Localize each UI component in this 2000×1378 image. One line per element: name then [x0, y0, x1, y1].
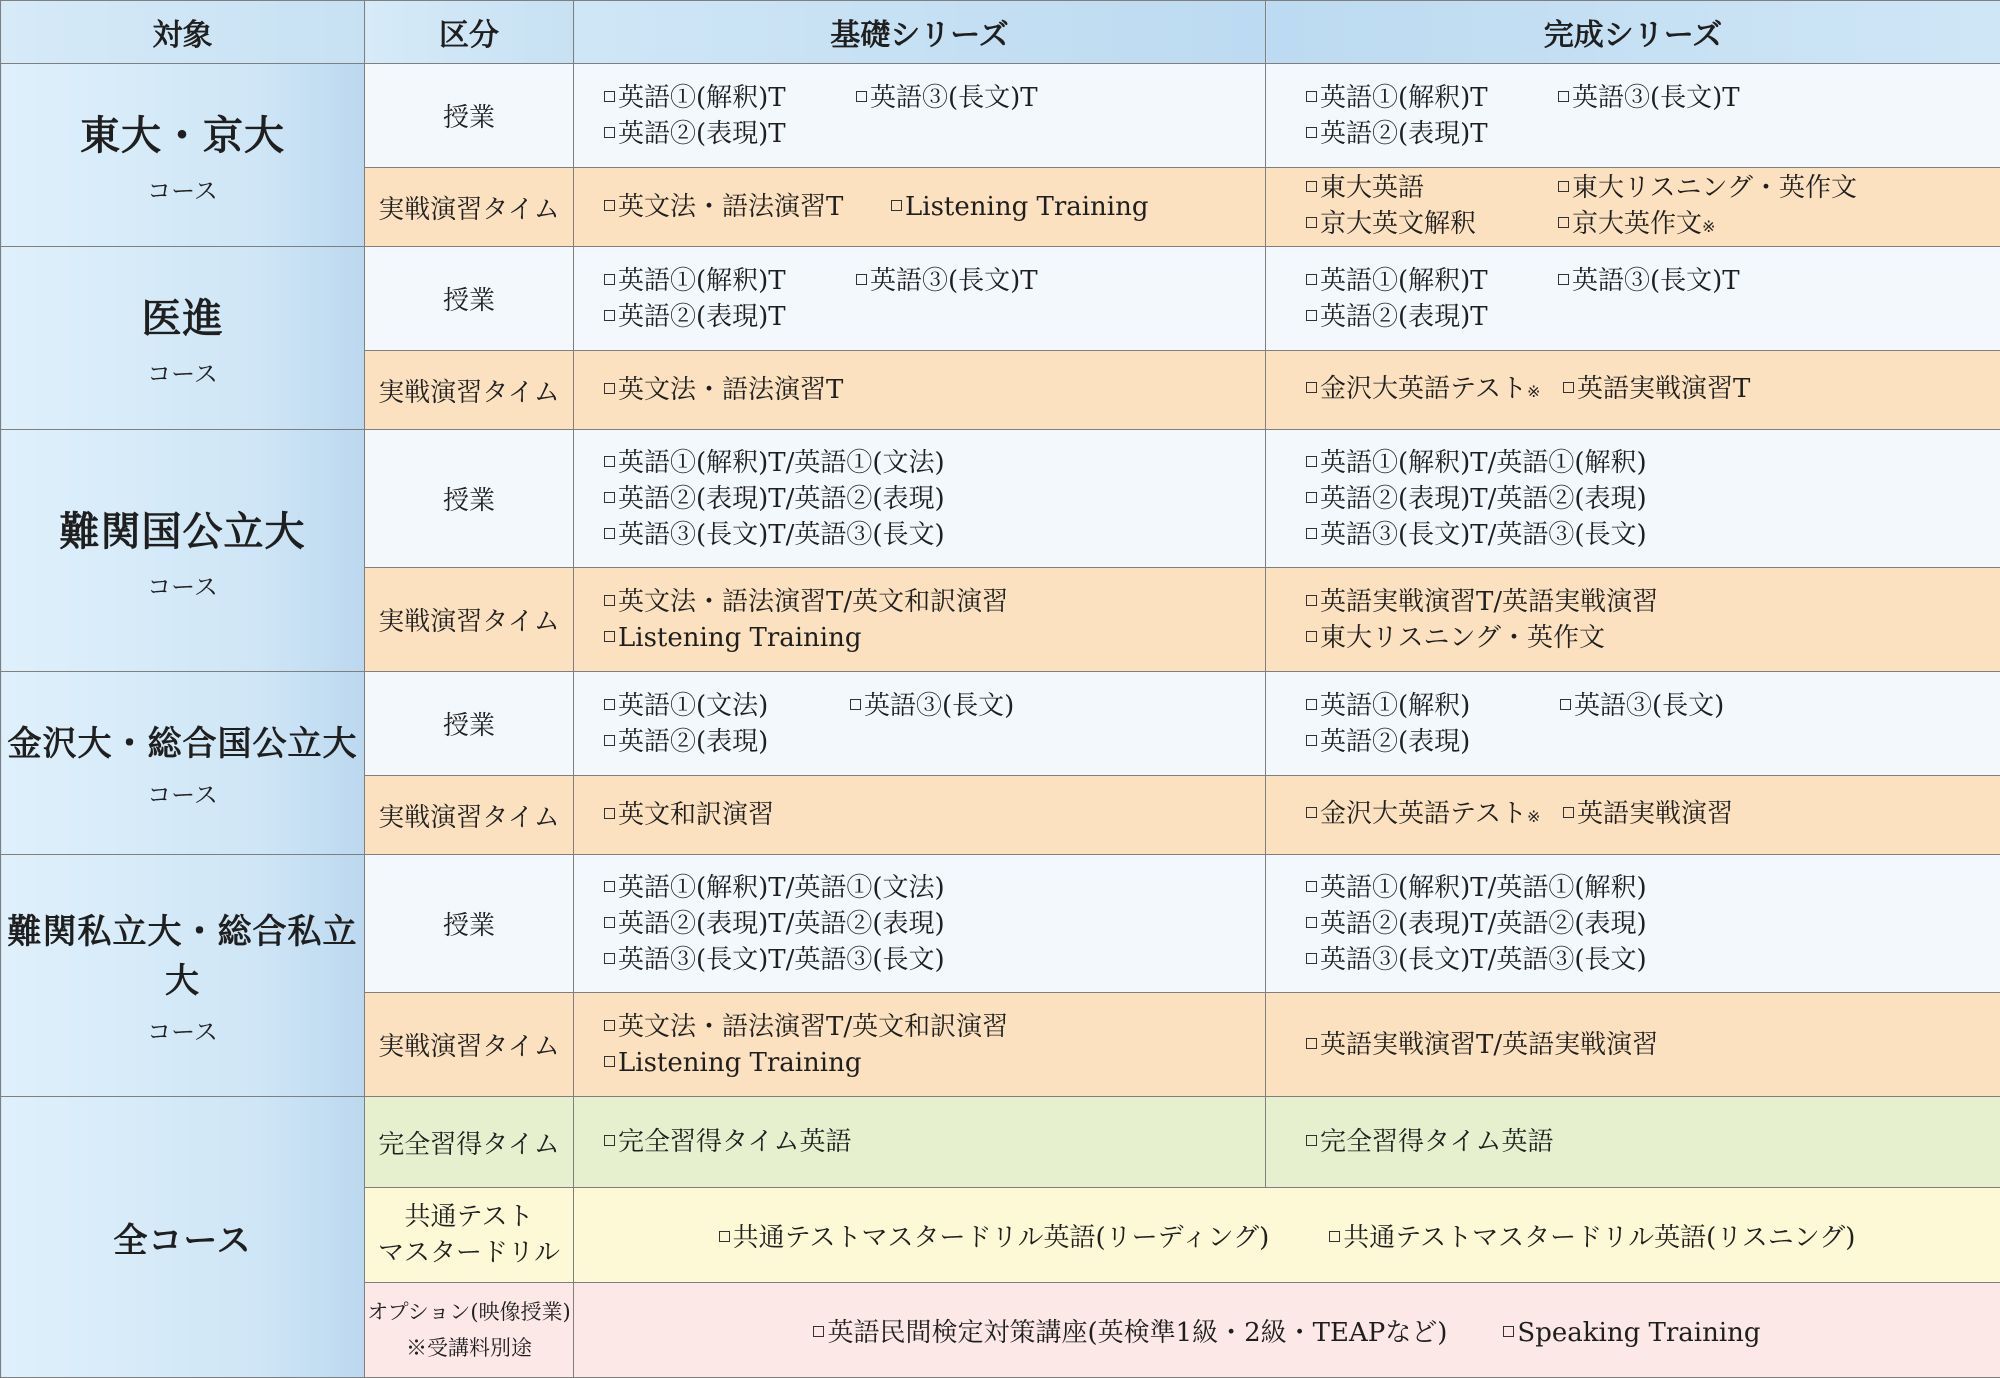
checkbox-icon	[1306, 217, 1317, 228]
list-item: Speaking Training	[1517, 1318, 1760, 1348]
list-item: 金沢大英語テスト	[1320, 799, 1527, 829]
checkbox-icon	[1306, 310, 1317, 321]
checkbox-icon	[1306, 274, 1317, 285]
checkbox-icon	[1558, 181, 1569, 192]
table-row	[1, 64, 2000, 168]
basic-class-cell	[574, 672, 1266, 776]
checkbox-icon	[604, 735, 615, 746]
course-name: 東大・京大	[1, 104, 364, 161]
complete-class-cell	[1266, 64, 2000, 168]
header-target: 対象	[1, 1, 365, 64]
list-item: Listening Training	[905, 192, 1149, 222]
checkbox-icon	[1306, 127, 1317, 138]
header-kubun: 区分	[365, 1, 574, 64]
list-item: 英語実戦演習	[1577, 799, 1733, 829]
basic-practice-cell	[574, 776, 1266, 855]
list-item: 英語③(長文)T/英語③(長文)	[618, 520, 945, 550]
kubun-drill	[365, 1188, 574, 1283]
checkbox-icon	[1306, 631, 1317, 642]
list-item: Listening Training	[618, 1048, 862, 1078]
checkbox-icon	[604, 953, 615, 964]
checkbox-icon	[604, 1020, 615, 1031]
basic-practice-cell	[574, 993, 1266, 1097]
list-item: 英語①(解釈)T/英語①(解釈)	[1320, 873, 1647, 903]
table-row	[1, 430, 2000, 568]
checkbox-icon	[1306, 735, 1317, 746]
course-sub: コース	[1, 354, 364, 389]
kubun-class: 授業	[365, 855, 574, 993]
kubun-option	[365, 1283, 574, 1378]
list-item: 英語①(解釈)T	[618, 83, 786, 113]
complete-practice-cell	[1266, 351, 2000, 430]
checkbox-icon	[604, 595, 615, 606]
complete-practice-cell	[1266, 168, 2000, 247]
kubun-class: 授業	[365, 247, 574, 351]
checkbox-icon	[604, 200, 615, 211]
checkbox-icon	[719, 1231, 730, 1242]
checkbox-icon	[1306, 456, 1317, 467]
checkbox-icon	[604, 631, 615, 642]
basic-class-cell	[574, 855, 1266, 993]
kubun-practice: 実戦演習タイム	[365, 351, 574, 430]
checkbox-icon	[604, 1135, 615, 1146]
list-item: 英語①(解釈)T/英語①(文法)	[618, 448, 945, 478]
basic-class-cell	[574, 247, 1266, 351]
checkbox-icon	[1306, 595, 1317, 606]
kubun-practice: 実戦演習タイム	[365, 568, 574, 672]
complete-practice-cell	[1266, 776, 2000, 855]
list-item: 英語②(表現)T	[1320, 302, 1488, 332]
complete-class-cell	[1266, 855, 2000, 993]
checkbox-icon	[1306, 91, 1317, 102]
checkbox-icon	[1306, 1038, 1317, 1049]
kubun-class: 授業	[365, 672, 574, 776]
checkbox-icon	[850, 699, 861, 710]
complete-class-cell	[1266, 672, 2000, 776]
checkbox-icon	[1563, 382, 1574, 393]
table-row	[1, 672, 2000, 776]
checkbox-icon	[813, 1326, 824, 1337]
list-item: 英語②(表現)T/英語②(表現)	[618, 909, 945, 939]
checkbox-icon	[1329, 1231, 1340, 1242]
list-item: 英語①(解釈)T	[618, 266, 786, 296]
list-item: 英語①(解釈)	[1320, 691, 1470, 721]
course-name: 難関国公立大	[1, 500, 364, 557]
list-item: 英語②(表現)T	[1320, 119, 1488, 149]
list-item: 英語③(長文)T	[1572, 83, 1740, 113]
kubun-option-line-2: ※受講料別途	[365, 1330, 573, 1366]
kubun-option-line-1: オプション(映像授業)	[365, 1294, 573, 1330]
checkbox-icon	[1306, 181, 1317, 192]
basic-practice-cell	[574, 568, 1266, 672]
kubun-class: 授業	[365, 430, 574, 568]
checkbox-icon	[1563, 807, 1574, 818]
list-item: 英語①(解釈)T	[1320, 83, 1488, 113]
course-cell-ishin	[1, 247, 365, 430]
checkbox-icon	[1560, 699, 1571, 710]
note-mark: ※	[1527, 382, 1540, 401]
list-item: 英語②(表現)T	[618, 119, 786, 149]
checkbox-icon	[1558, 274, 1569, 285]
checkbox-icon	[604, 310, 615, 321]
checkbox-icon	[1306, 492, 1317, 503]
kubun-practice: 実戦演習タイム	[365, 776, 574, 855]
checkbox-icon	[1306, 1135, 1317, 1146]
note-mark: ※	[1702, 217, 1715, 236]
course-name: 難関私立大・総合私立大	[1, 904, 364, 1002]
basic-class-cell	[574, 430, 1266, 568]
checkbox-icon	[1306, 881, 1317, 892]
checkbox-icon	[1558, 217, 1569, 228]
header-row	[1, 1, 2000, 64]
course-cell-all	[1, 1097, 365, 1378]
list-item: 英語③(長文)T/英語③(長文)	[1320, 945, 1647, 975]
kubun-mastery: 完全習得タイム	[365, 1097, 574, 1188]
list-item: 英語①(解釈)T	[1320, 266, 1488, 296]
course-sub: コース	[1, 567, 364, 602]
kubun-practice: 実戦演習タイム	[365, 993, 574, 1097]
checkbox-icon	[604, 881, 615, 892]
checkbox-icon	[604, 91, 615, 102]
checkbox-icon	[856, 91, 867, 102]
basic-mastery-cell	[574, 1097, 1266, 1188]
basic-class-cell	[574, 64, 1266, 168]
list-item: 英語②(表現)	[1320, 727, 1470, 757]
list-item: 英文法・語法演習T	[618, 375, 843, 405]
header-basic-series: 基礎シリーズ	[574, 1, 1266, 64]
list-item: 京大英文解釈	[1320, 209, 1476, 239]
table-row	[1, 1097, 2000, 1188]
list-item: 英語②(表現)T/英語②(表現)	[618, 484, 945, 514]
checkbox-icon	[1306, 382, 1317, 393]
checkbox-icon	[604, 808, 615, 819]
table-row	[1, 855, 2000, 993]
list-item: 京大英作文	[1572, 209, 1702, 239]
complete-class-cell	[1266, 430, 2000, 568]
checkbox-icon	[604, 1056, 615, 1067]
list-item: 英語③(長文)T	[870, 83, 1038, 113]
list-item: 英語②(表現)T/英語②(表現)	[1320, 909, 1647, 939]
course-name: 金沢大・総合国公立大	[1, 716, 364, 765]
list-item: 英語②(表現)	[618, 727, 768, 757]
checkbox-icon	[604, 528, 615, 539]
course-cell-nankan-kokkouritsu	[1, 430, 365, 672]
checkbox-icon	[604, 274, 615, 285]
list-item: 英語①(解釈)T/英語①(解釈)	[1320, 448, 1647, 478]
course-sub: コース	[1, 1012, 364, 1047]
checkbox-icon	[1503, 1326, 1514, 1337]
checkbox-icon	[1306, 917, 1317, 928]
checkbox-icon	[1558, 91, 1569, 102]
checkbox-icon	[604, 492, 615, 503]
list-item: 共通テストマスタードリル英語(リスニング)	[1343, 1223, 1855, 1253]
checkbox-icon	[604, 456, 615, 467]
list-item: 英語①(解釈)T/英語①(文法)	[618, 873, 945, 903]
checkbox-icon	[856, 274, 867, 285]
course-cell-todai-kyodai	[1, 64, 365, 247]
list-item: 英語②(表現)T	[618, 302, 786, 332]
list-item: 英語民間検定対策講座(英検準1級・2級・TEAPなど)	[827, 1318, 1447, 1348]
table-row	[1, 247, 2000, 351]
list-item: 金沢大英語テスト	[1320, 374, 1527, 404]
checkbox-icon	[1306, 953, 1317, 964]
list-item: 東大英語	[1320, 173, 1424, 203]
note-mark: ※	[1527, 807, 1540, 826]
list-item: 英語③(長文)T/英語③(長文)	[1320, 520, 1647, 550]
complete-practice-cell	[1266, 993, 2000, 1097]
list-item: 英語実戦演習T/英語実戦演習	[1320, 587, 1658, 617]
drill-cell	[574, 1188, 2000, 1283]
checkbox-icon	[891, 200, 902, 211]
checkbox-icon	[604, 127, 615, 138]
course-name: 医進	[1, 287, 364, 344]
option-cell	[574, 1283, 2000, 1378]
list-item: Listening Training	[618, 623, 862, 653]
list-item: 英文法・語法演習T/英文和訳演習	[618, 1012, 1008, 1042]
list-item: 東大リスニング・英作文	[1320, 623, 1605, 653]
kubun-drill-line-2: マスタードリル	[365, 1235, 573, 1271]
list-item: 英語②(表現)T/英語②(表現)	[1320, 484, 1647, 514]
header-complete-series: 完成シリーズ	[1266, 1, 2000, 64]
course-name: 全コース	[1, 1213, 364, 1262]
course-cell-kanazawa	[1, 672, 365, 855]
checkbox-icon	[1306, 807, 1317, 818]
list-item: 英語実戦演習T	[1577, 374, 1750, 404]
checkbox-icon	[604, 917, 615, 928]
list-item: 英語③(長文)T	[1572, 266, 1740, 296]
complete-class-cell	[1266, 247, 2000, 351]
list-item: 英語③(長文)	[1574, 691, 1724, 721]
complete-mastery-cell	[1266, 1097, 2000, 1188]
list-item: 英語③(長文)T/英語③(長文)	[618, 945, 945, 975]
list-item: 東大リスニング・英作文	[1572, 173, 1857, 203]
kubun-drill-line-1: 共通テスト	[365, 1199, 573, 1235]
basic-practice-cell	[574, 351, 1266, 430]
basic-practice-cell	[574, 168, 1266, 247]
checkbox-icon	[604, 699, 615, 710]
checkbox-icon	[604, 383, 615, 394]
list-item: 共通テストマスタードリル英語(リーディング)	[733, 1223, 1270, 1253]
list-item: 英文和訳演習	[618, 800, 774, 830]
complete-practice-cell	[1266, 568, 2000, 672]
kubun-practice: 実戦演習タイム	[365, 168, 574, 247]
list-item: 英語③(長文)	[864, 691, 1014, 721]
list-item: 英語実戦演習T/英語実戦演習	[1320, 1030, 1658, 1060]
kubun-class: 授業	[365, 64, 574, 168]
checkbox-icon	[1306, 528, 1317, 539]
checkbox-icon	[1306, 699, 1317, 710]
list-item: 完全習得タイム英語	[1320, 1127, 1553, 1157]
list-item: 英語③(長文)T	[870, 266, 1038, 296]
list-item: 英文法・語法演習T	[618, 192, 843, 222]
course-cell-nankan-shiritsu	[1, 855, 365, 1097]
list-item: 英文法・語法演習T/英文和訳演習	[618, 587, 1008, 617]
course-sub: コース	[1, 171, 364, 206]
course-sub: コース	[1, 775, 364, 810]
list-item: 英語①(文法)	[618, 691, 768, 721]
list-item: 完全習得タイム英語	[618, 1127, 851, 1157]
